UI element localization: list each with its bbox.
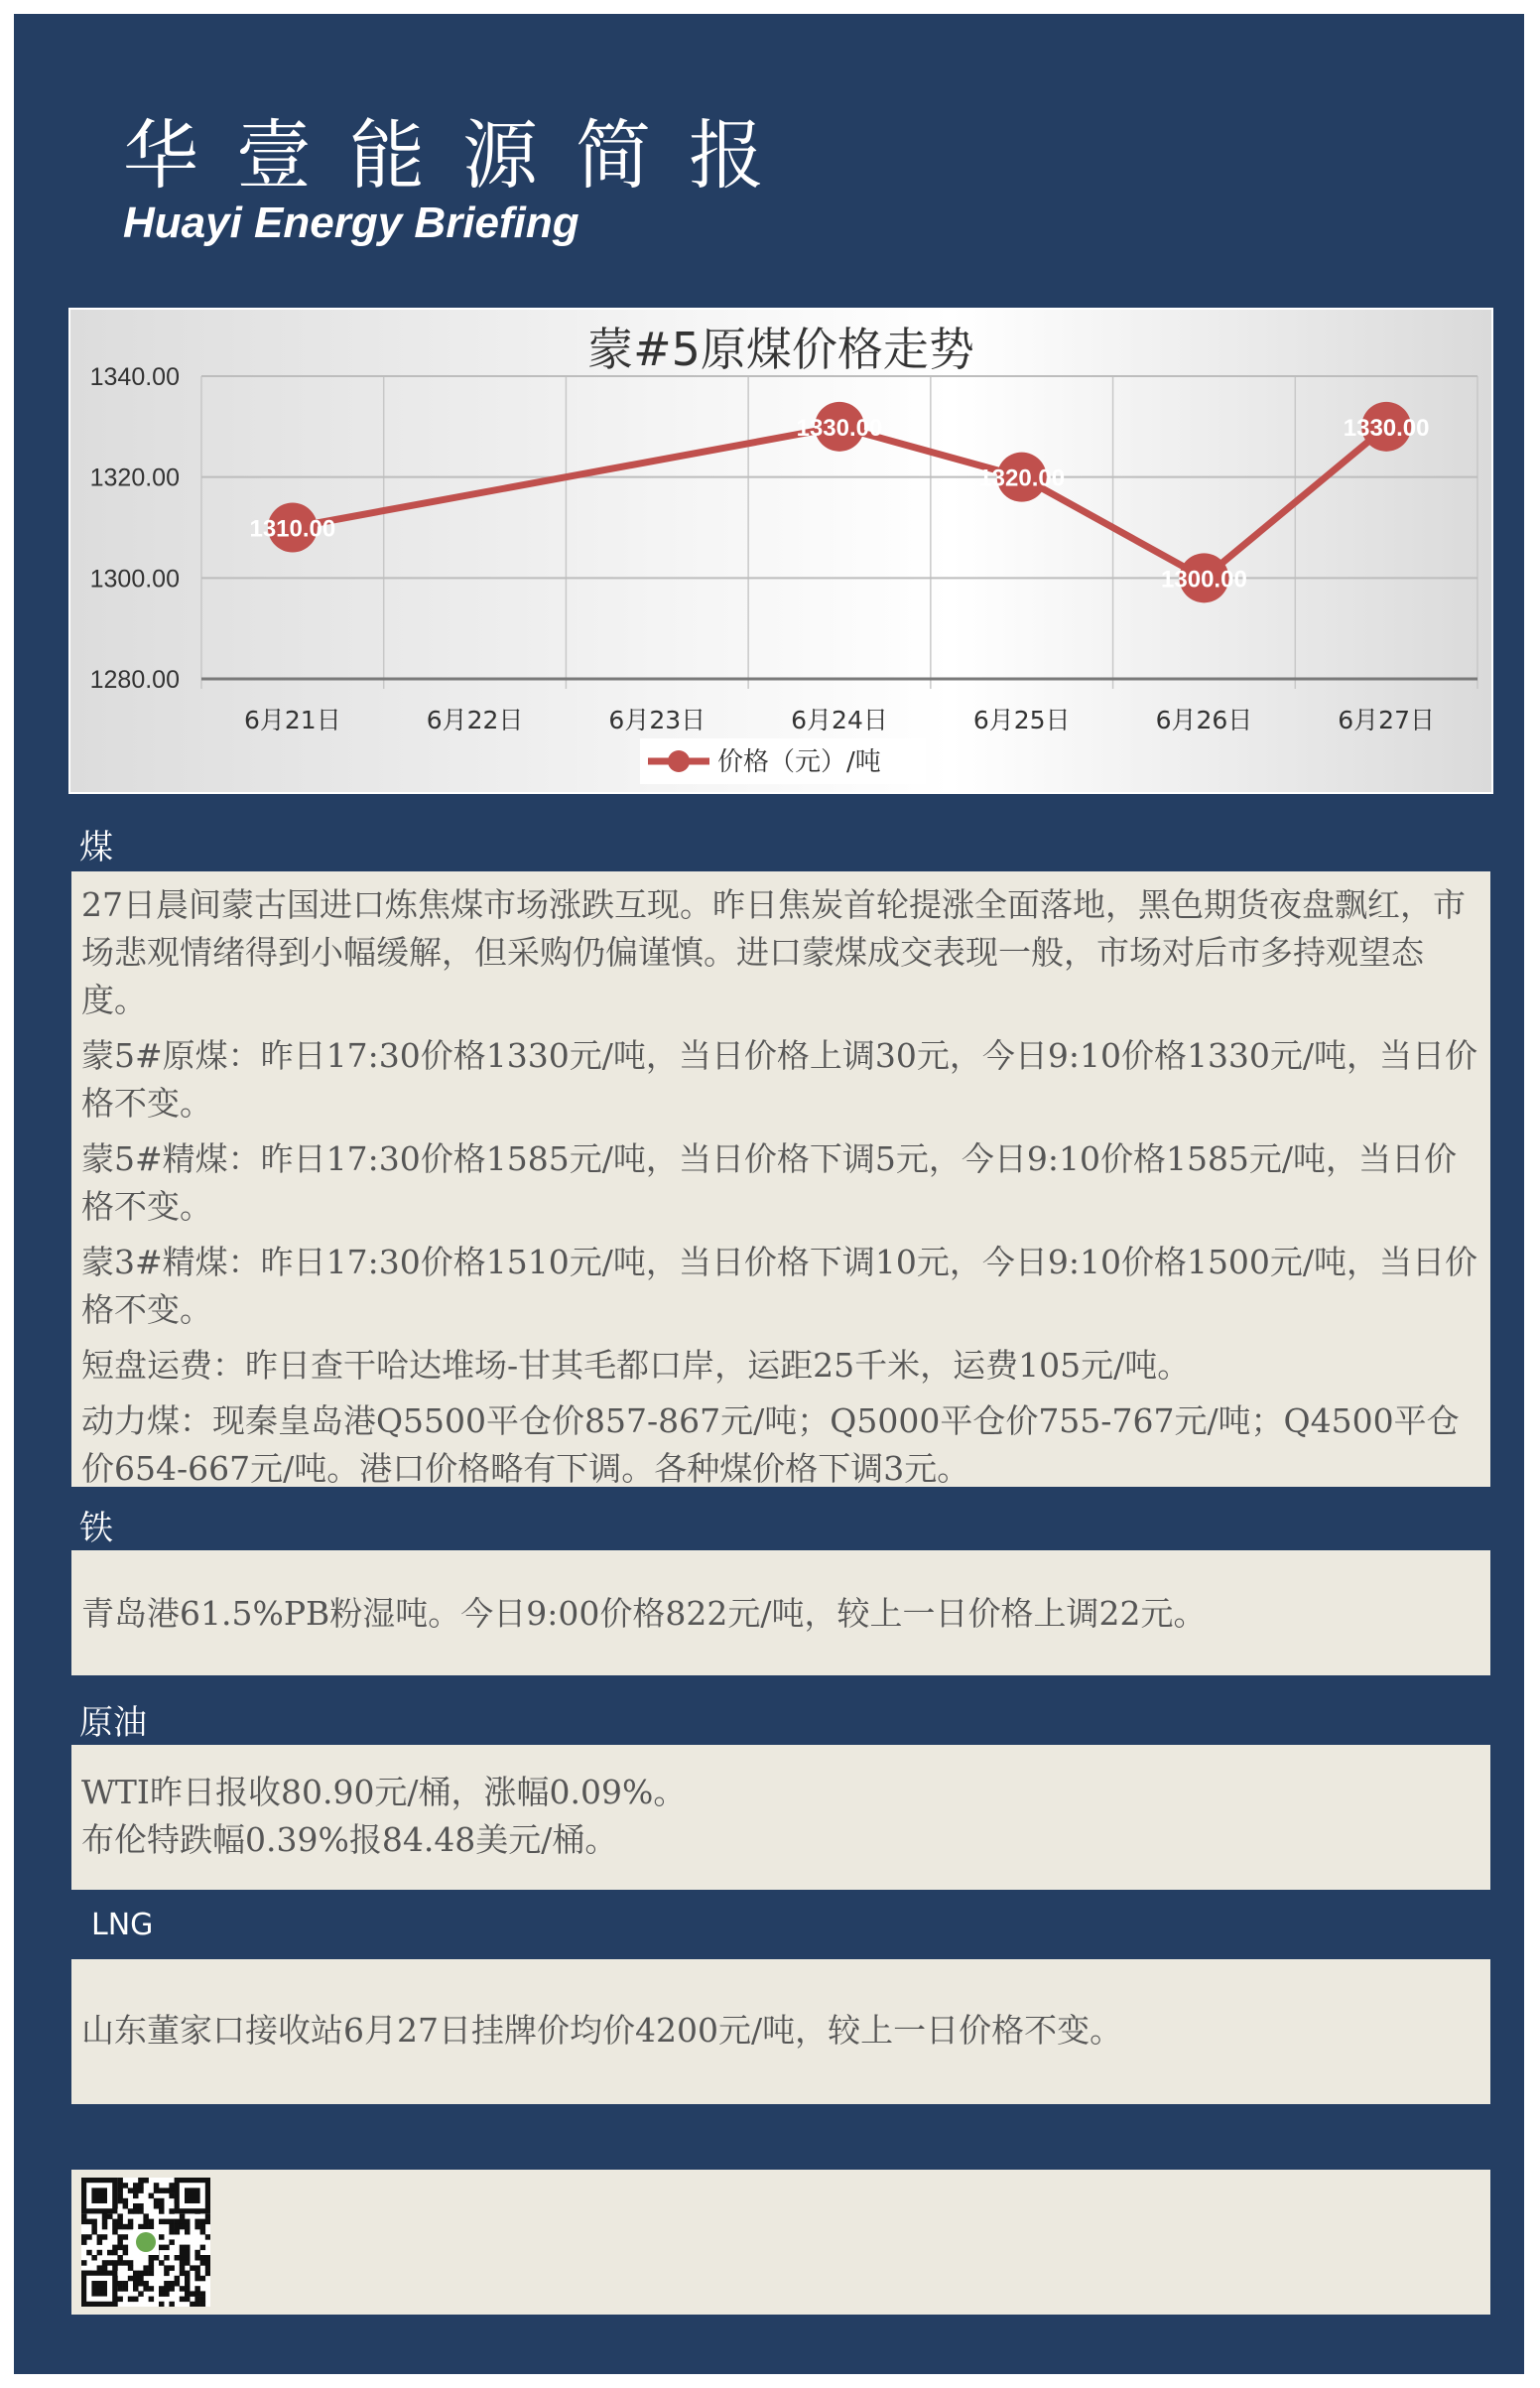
price-chart-svg <box>70 310 1491 792</box>
coal-paragraph: 蒙3#精煤：昨日17:30价格1510元/吨，当日价格下调10元，今日9:10价格1500元/吨，当日价格不变。 <box>81 1243 1478 1329</box>
crude-panel <box>71 1745 1490 1890</box>
section-title-coal: 煤 <box>79 828 113 867</box>
iron-paragraph: 青岛港61.5%PB粉湿吨。今日9:00价格822元/吨，较上一日价格上调22元。 <box>81 1594 1207 1633</box>
iron-panel <box>71 1550 1490 1675</box>
page-title: 华壹能源简报 <box>123 111 802 199</box>
crude-paragraph: WTI昨日报收80.90元/桶，涨幅0.09%。 <box>81 1773 687 1811</box>
footer-panel <box>71 2170 1490 2315</box>
coal-paragraph: 动力煤：现秦皇岛港Q5500平仓价857-867元/吨；Q5000平仓价755-767元/吨；Q4500平仓价654-667元/吨。港口价格略有下调。各种煤价格下调3元。 <box>81 1401 1460 1488</box>
x-tick-label: 6月25日 <box>972 706 1071 734</box>
x-tick-label: 6月22日 <box>426 706 524 734</box>
data-label: 1310.00 <box>249 515 336 543</box>
section-title-crude: 原油 <box>79 1703 147 1743</box>
data-label: 1300.00 <box>1161 566 1247 594</box>
section-title-iron: 铁 <box>79 1509 113 1548</box>
coal-paragraph: 蒙5#精煤：昨日17:30价格1585元/吨，当日价格下调5元，今日9:10价格1585元/吨，当日价格不变。 <box>81 1139 1458 1226</box>
lng-panel <box>71 1959 1490 2104</box>
x-tick-label: 6月27日 <box>1338 706 1436 734</box>
price-chart <box>68 308 1493 794</box>
coal-panel <box>71 871 1490 1487</box>
coal-paragraph: 短盘运费：昨日查干哈达堆场-甘其毛都口岸，运距25千米，运费105元/吨。 <box>81 1346 1191 1385</box>
legend-label: 价格（元）/吨 <box>717 747 881 777</box>
qr-code-icon <box>81 2178 210 2307</box>
briefing-page <box>14 14 1524 2374</box>
data-label: 1330.00 <box>1343 414 1430 442</box>
coal-paragraph: 27日晨间蒙古国进口炼焦煤市场涨跌互现。昨日焦炭首轮提涨全面落地，黑色期货夜盘飘红，市场悲观情绪得到小幅缓解，但采购仍偏谨慎。进口蒙煤成交表现一般，市场对后市多持观望态度。 <box>81 885 1466 1019</box>
y-tick-label: 1320.00 <box>89 464 180 492</box>
lng-paragraph: 山东董家口接收站6月27日挂牌价均价4200元/吨，较上一日价格不变。 <box>81 2011 1123 2050</box>
y-tick-label: 1340.00 <box>89 363 180 391</box>
chart-title: 蒙#5原煤价格走势 <box>587 323 974 376</box>
y-tick-label: 1300.00 <box>89 565 180 594</box>
coal-paragraph: 蒙5#原煤：昨日17:30价格1330元/吨，当日价格上调30元，今日9:10价格1330元/吨，当日价格不变。 <box>81 1036 1478 1123</box>
data-label: 1320.00 <box>978 464 1066 492</box>
page-subtitle: Huayi Energy Briefing <box>123 199 579 247</box>
data-label: 1330.00 <box>796 414 883 442</box>
legend-marker <box>668 750 690 772</box>
crude-paragraph: 布伦特跌幅0.39%报84.48美元/桶。 <box>81 1820 618 1859</box>
section-title-lng: LNG <box>91 1908 154 1942</box>
x-tick-label: 6月23日 <box>608 706 706 734</box>
x-tick-label: 6月24日 <box>791 706 888 734</box>
x-tick-label: 6月26日 <box>1155 706 1253 734</box>
y-tick-label: 1280.00 <box>89 666 180 694</box>
x-tick-label: 6月21日 <box>243 706 341 734</box>
